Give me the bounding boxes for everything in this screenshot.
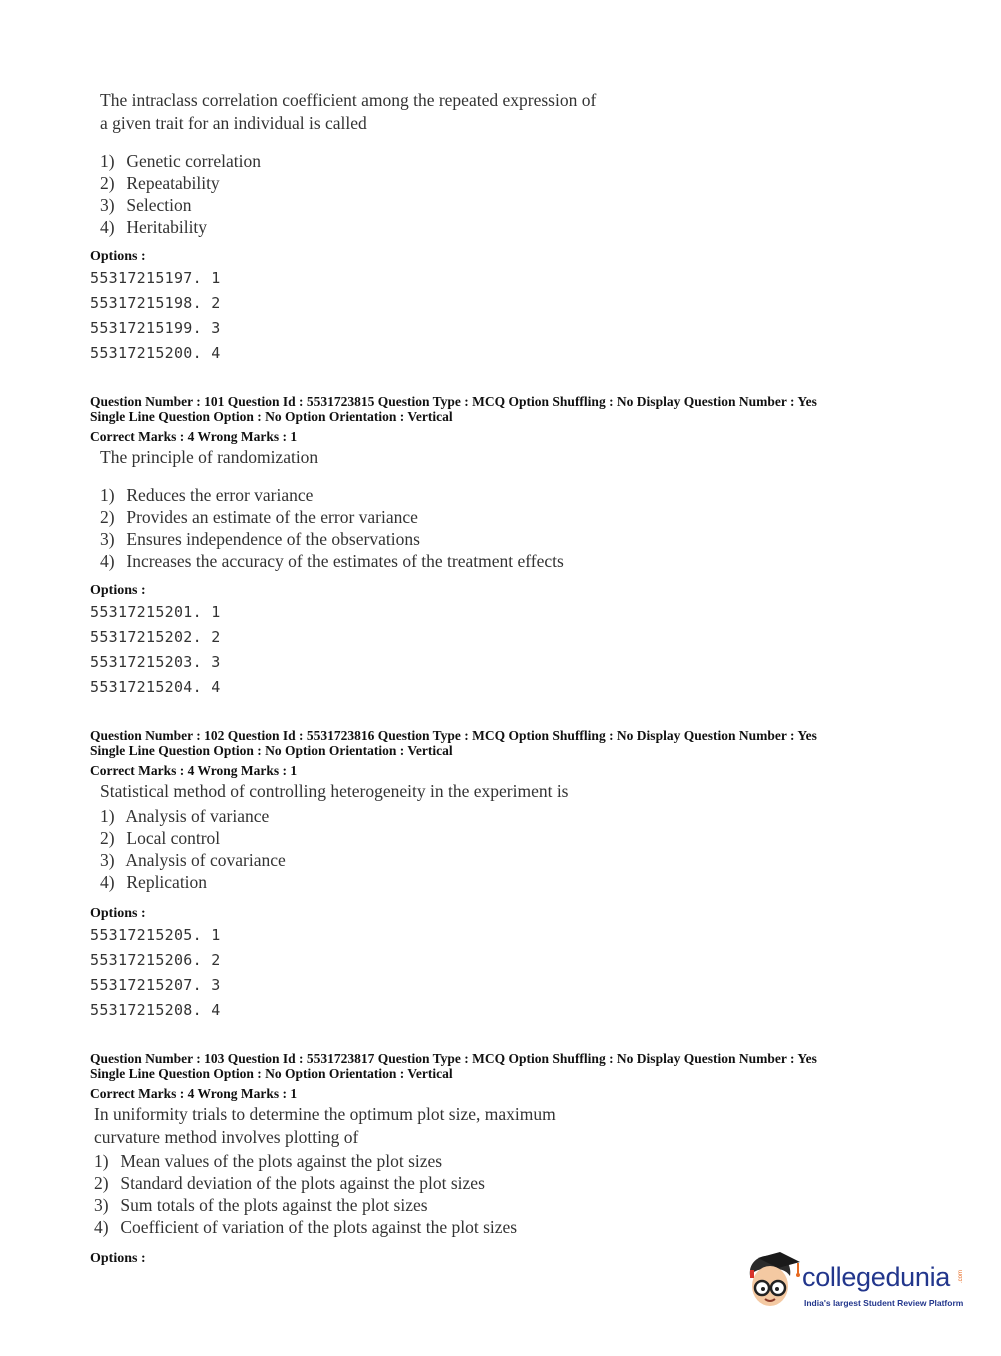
option-id: 55317215201. 1 xyxy=(90,603,221,621)
question-text-line: curvature method involves plotting of xyxy=(94,1127,359,1147)
question-meta: Single Line Question Option : No Option Orientation : Vertical xyxy=(90,743,453,758)
option-id: 55317215204. 4 xyxy=(90,678,221,696)
question-meta: Question Number : 103 Question Id : 5531723817 Question Type : MCQ Option Shuffling : No Display Question Number : Yes xyxy=(90,1051,817,1066)
option-id: 55317215207. 3 xyxy=(90,976,221,994)
option-id: 55317215203. 3 xyxy=(90,653,221,671)
question-meta: Question Number : 101 Question Id : 5531723815 Question Type : MCQ Option Shuffling : No Display Question Number : Yes xyxy=(90,394,817,409)
answer-choice: 3) Sum totals of the plots against the plot sizes xyxy=(94,1195,428,1215)
question-text-line: The intraclass correlation coefficient among the repeated expression of xyxy=(100,90,597,110)
answer-choice: 1) Reduces the error variance xyxy=(100,485,314,505)
answer-choice: 2) Standard deviation of the plots against the plot sizes xyxy=(94,1173,485,1193)
question-marks: Correct Marks : 4 Wrong Marks : 1 xyxy=(90,429,298,444)
options-label: Options : xyxy=(90,583,146,598)
answer-choice: 2) Local control xyxy=(100,828,221,848)
option-id: 55317215206. 2 xyxy=(90,951,221,969)
logo-name: collegedunia xyxy=(802,1262,951,1292)
question-meta: Single Line Question Option : No Option Orientation : Vertical xyxy=(90,1066,453,1081)
answer-choice: 3) Ensures independence of the observations xyxy=(100,529,420,549)
answer-choice: 4) Replication xyxy=(100,872,208,892)
answer-choice: 1) Analysis of variance xyxy=(100,806,270,826)
question-text-line: Statistical method of controlling heterogeneity in the experiment is xyxy=(100,781,569,801)
question-marks: Correct Marks : 4 Wrong Marks : 1 xyxy=(90,1086,298,1101)
collegedunia-logo xyxy=(740,1250,970,1314)
options-label: Options : xyxy=(90,906,146,921)
question-text-line: The principle of randomization xyxy=(100,447,319,467)
answer-choice: 2) Repeatability xyxy=(100,173,220,193)
option-id: 55317215200. 4 xyxy=(90,344,221,362)
option-id: 55317215202. 2 xyxy=(90,628,221,646)
option-id: 55317215208. 4 xyxy=(90,1001,221,1019)
answer-choice: 2) Provides an estimate of the error variance xyxy=(100,507,418,527)
question-text-line: a given trait for an individual is called xyxy=(100,113,367,133)
question-meta: Single Line Question Option : No Option Orientation : Vertical xyxy=(90,409,453,424)
logo-suffix: .com xyxy=(958,1270,964,1284)
answer-choice: 3) Selection xyxy=(100,195,192,215)
mascot-icon xyxy=(740,1250,802,1312)
option-id: 55317215199. 3 xyxy=(90,319,221,337)
options-label: Options : xyxy=(90,249,146,264)
option-id: 55317215197. 1 xyxy=(90,269,221,287)
question-marks: Correct Marks : 4 Wrong Marks : 1 xyxy=(90,763,298,778)
logo-tagline: India's largest Student Review Platform xyxy=(804,1298,964,1308)
question-meta: Question Number : 102 Question Id : 5531723816 Question Type : MCQ Option Shuffling : No Display Question Number : Yes xyxy=(90,728,817,743)
answer-choice: 4) Coefficient of variation of the plots against the plot sizes xyxy=(94,1217,518,1237)
answer-choice: 4) Heritability xyxy=(100,217,208,237)
answer-choice: 1) Genetic correlation xyxy=(100,151,261,171)
answer-choice: 3) Analysis of covariance xyxy=(100,850,286,870)
option-id: 55317215205. 1 xyxy=(90,926,221,944)
answer-choice: 4) Increases the accuracy of the estimates of the treatment effects xyxy=(100,551,564,571)
answer-choice: 1) Mean values of the plots against the plot sizes xyxy=(94,1151,443,1171)
options-label: Options : xyxy=(90,1251,146,1266)
option-id: 55317215198. 2 xyxy=(90,294,221,312)
question-text-line: In uniformity trials to determine the optimum plot size, maximum xyxy=(94,1104,556,1124)
